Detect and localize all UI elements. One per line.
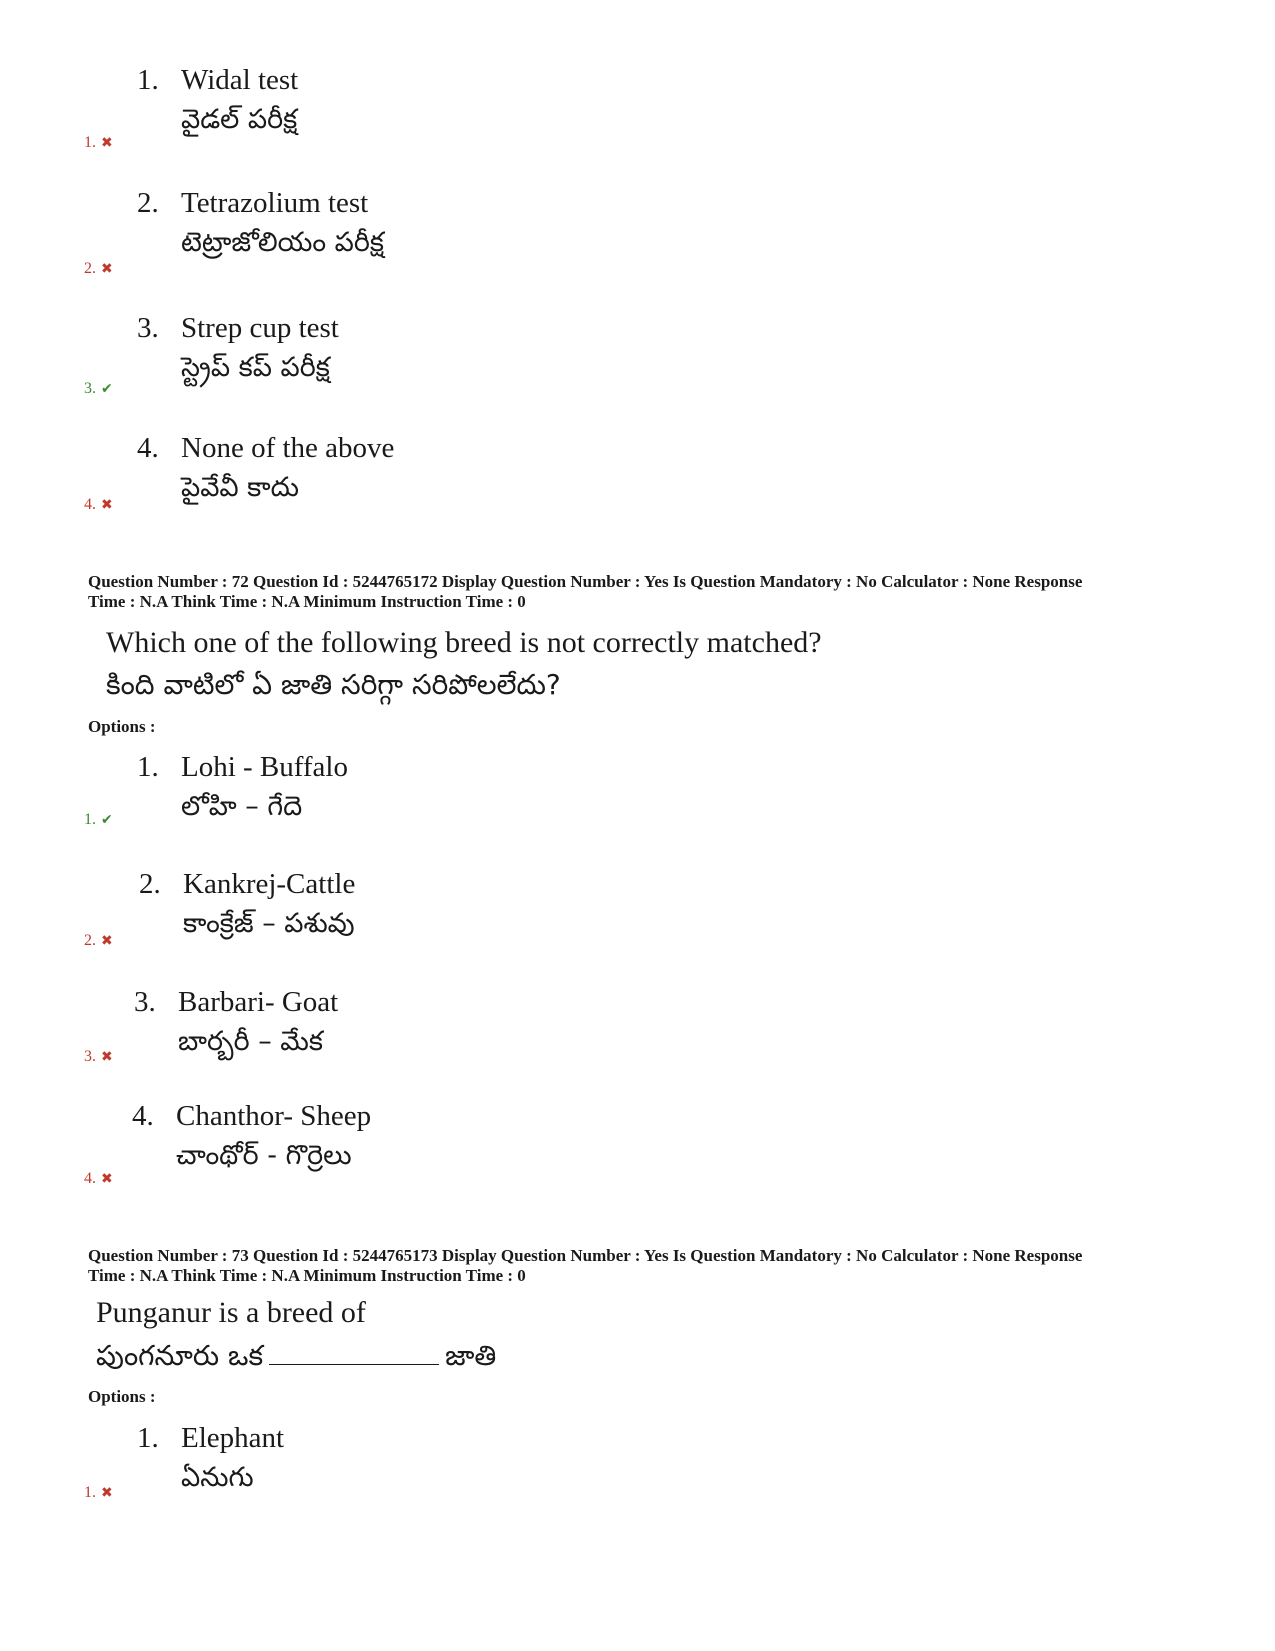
- option-number: 2.: [137, 187, 159, 219]
- option-text-en: Lohi - Buffalo: [181, 751, 348, 783]
- option-marker-q72-3: 3. ✖: [84, 1048, 113, 1065]
- option-marker-q71-4: 4. ✖: [84, 496, 113, 513]
- option-marker-q73-1: 1. ✖: [84, 1484, 113, 1501]
- option-marker-q72-1: 1. ✔: [84, 811, 113, 828]
- option-number: 2.: [139, 868, 161, 900]
- option-number: 4.: [137, 432, 159, 464]
- option-q71-3: [137, 308, 339, 388]
- cross-icon: ✖: [101, 1171, 113, 1187]
- option-q73-1: [137, 1418, 284, 1498]
- cross-icon: ✖: [101, 261, 113, 277]
- option-text-te: పైవేవీ కాదు: [181, 472, 299, 503]
- option-q72-3: [134, 982, 338, 1062]
- question-meta-73: Question Number : 73 Question Id : 5244765173 Display Question Number : Yes Is Question Mandatory : No Calculator : None Response Time : N.A Think Time : N.A Minimum Instruction Time : 0: [88, 1246, 1083, 1285]
- option-text-te: వైడల్ పరీక్ష: [181, 104, 298, 135]
- option-text-en: Elephant: [181, 1422, 285, 1454]
- option-q72-1: [137, 747, 348, 827]
- option-text-te: స్ట్రెప్ కప్ పరీక్ష: [181, 352, 330, 383]
- option-text-en: Tetrazolium test: [181, 187, 369, 219]
- option-text-en: Barbari- Goat: [178, 986, 339, 1018]
- fill-in-blank: [269, 1334, 439, 1365]
- question-text-en: Punganur is a breed of: [96, 1296, 366, 1329]
- question-text-72: [106, 622, 822, 706]
- question-text-73: [96, 1292, 496, 1377]
- option-number: 1.: [137, 1422, 159, 1454]
- option-marker-q71-3: 3. ✔: [84, 380, 113, 397]
- cross-icon: ✖: [101, 1485, 113, 1501]
- option-number: 4.: [132, 1100, 154, 1132]
- option-text-en: Kankrej-Cattle: [183, 868, 356, 900]
- option-text-te: బార్బరీ – మేక: [178, 1026, 323, 1057]
- option-text-te: ఏనుగు: [181, 1462, 254, 1493]
- option-number: 1.: [137, 64, 159, 96]
- check-icon: ✔: [101, 381, 113, 397]
- option-q72-2: [139, 864, 355, 944]
- cross-icon: ✖: [101, 135, 113, 151]
- options-label-73: Options :: [88, 1387, 156, 1406]
- option-text-te: చాంథోర్ - గొర్రెలు: [176, 1140, 352, 1171]
- options-label-72: Options :: [88, 717, 156, 736]
- check-icon: ✔: [101, 812, 113, 828]
- option-text-te: టెట్రాజోలియం పరీక్ష: [181, 227, 384, 258]
- question-text-te: పుంగనూరు ఒక జాతి: [96, 1334, 496, 1377]
- option-text-en: Chanthor- Sheep: [176, 1100, 372, 1132]
- option-marker-q72-2: 2. ✖: [84, 932, 113, 949]
- option-q72-4: [132, 1096, 371, 1176]
- question-meta-72: Question Number : 72 Question Id : 5244765172 Display Question Number : Yes Is Question Mandatory : No Calculator : None Response Time : N.A Think Time : N.A Minimum Instruction Time : 0: [88, 572, 1083, 611]
- option-q71-1: [137, 60, 298, 140]
- option-number: 3.: [137, 312, 159, 344]
- option-text-en: Strep cup test: [181, 312, 339, 344]
- question-text-te: కింది వాటిలో ఏ జాతి సరిగ్గా సరిపోలలేదు?: [106, 668, 561, 701]
- option-text-en: Widal test: [181, 64, 299, 96]
- cross-icon: ✖: [101, 497, 113, 513]
- option-q71-2: [137, 183, 384, 263]
- option-text-en: None of the above: [181, 432, 395, 464]
- option-q71-4: [137, 428, 394, 508]
- option-number: 1.: [137, 751, 159, 783]
- option-marker-q71-1: 1. ✖: [84, 134, 113, 151]
- cross-icon: ✖: [101, 933, 113, 949]
- question-text-en: Which one of the following breed is not correctly matched?: [106, 626, 822, 659]
- option-number: 3.: [134, 986, 156, 1018]
- option-marker-q72-4: 4. ✖: [84, 1170, 113, 1187]
- option-marker-q71-2: 2. ✖: [84, 260, 113, 277]
- option-text-te: కాంక్రేజ్ – పశువు: [183, 908, 355, 939]
- cross-icon: ✖: [101, 1049, 113, 1065]
- option-text-te: లోహి – గేదె: [181, 791, 303, 822]
